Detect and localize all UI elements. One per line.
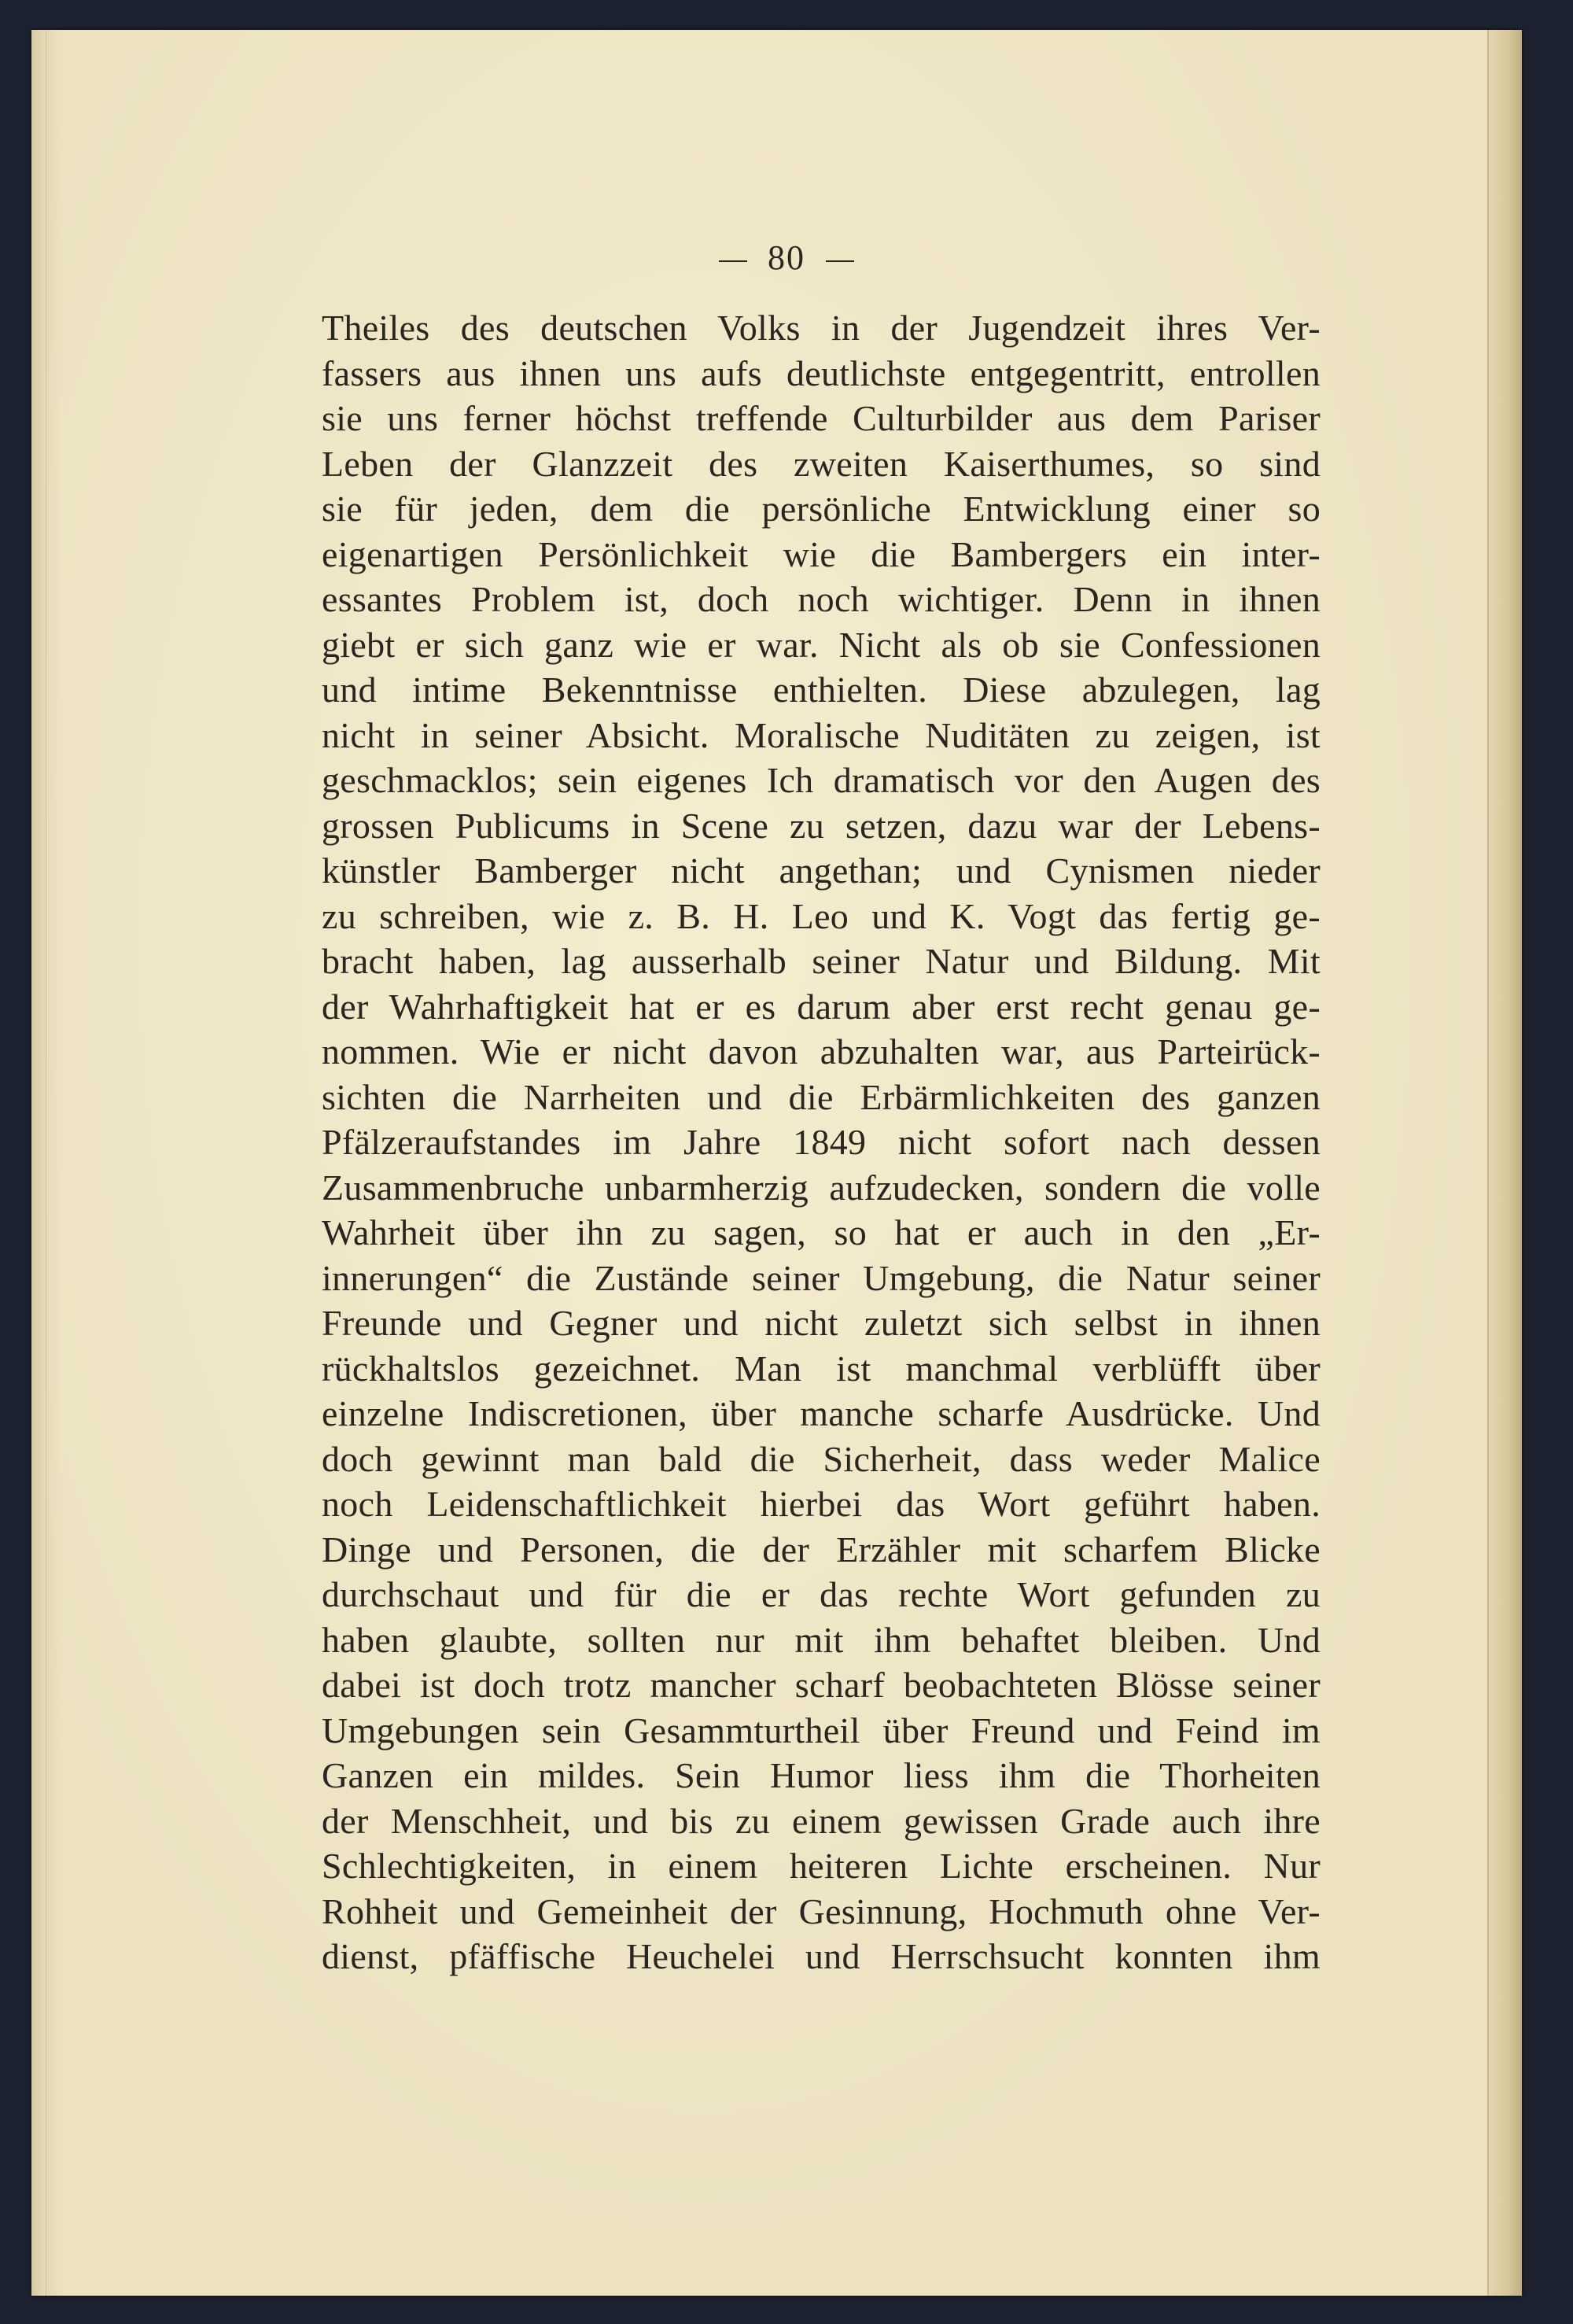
text-line: der Wahrhaftigkeit hat er es darum aber erst recht genau ge- [322,986,1321,1027]
page-binding-edge [31,30,46,2296]
page-number-header [0,238,1573,278]
text-line: dienst, pfäffische Heuchelei und Herrschsucht konnten ihm [322,1936,1321,1976]
text-line: Rohheit und Gemeinheit der Gesinnung, Hochmuth ohne Ver- [322,1891,1321,1931]
body-text [322,305,1321,1979]
text-line: haben glaubte, sollten nur mit ihm behaftet bleiben. Und [322,1619,1321,1660]
text-line: Umgebungen sein Gesammturtheil über Freund und Feind im [322,1710,1321,1750]
text-line: nommen. Wie er nicht davon abzuhalten war, aus Parteirück- [322,1031,1321,1072]
text-line: einzelne Indiscretionen, über manche scharfe Ausdrücke. Und [322,1393,1321,1433]
text-line: künstler Bamberger nicht angethan; und Cynismen nieder [322,850,1321,891]
text-line: Leben der Glanzzeit des zweiten Kaiserthumes, so sind [322,443,1321,484]
text-line: und intime Bekenntnisse enthielten. Diese abzulegen, lag [322,670,1321,710]
text-line: eigenartigen Persönlichkeit wie die Bambergers ein inter- [322,533,1321,574]
text-line: Zusammenbruche unbarmherzig aufzudecken, sondern die volle [322,1167,1321,1208]
text-line: essantes Problem ist, doch noch wichtiger. Denn in ihnen [322,579,1321,619]
text-line: dabei ist doch trotz mancher scharf beobachteten Blösse seiner [322,1665,1321,1705]
text-line: rückhaltslos gezeichnet. Man ist manchmal verblüfft über [322,1348,1321,1389]
text-line: Freunde und Gegner und nicht zuletzt sich selbst in ihnen [322,1303,1321,1343]
text-line: noch Leidenschaftlichkeit hierbei das Wort geführt haben. [322,1484,1321,1524]
text-line: innerungen“ die Zustände seiner Umgebung, die Natur seiner [322,1257,1321,1298]
text-line: giebt er sich ganz wie er war. Nicht als ob sie Confessionen [322,624,1321,665]
text-line: der Menschheit, und bis zu einem gewissen Grade auch ihre [322,1800,1321,1841]
page-number: 80 [768,238,805,277]
text-line: sie für jeden, dem die persönliche Entwicklung einer so [322,489,1321,529]
text-line: geschmacklos; sein eigenes Ich dramatisch vor den Augen des [322,760,1321,800]
text-line: Ganzen ein mildes. Sein Humor liess ihm die Thorheiten [322,1755,1321,1795]
text-line: bracht haben, lag ausserhalb seiner Natur und Bildung. Mit [322,941,1321,981]
text-line: Schlechtigkeiten, in einem heiteren Lichte erscheinen. Nur [322,1846,1321,1886]
text-line: nicht in seiner Absicht. Moralische Nuditäten zu zeigen, ist [322,714,1321,755]
text-line: durchschaut und für die er das rechte Wort gefunden zu [322,1574,1321,1614]
text-line: sichten die Narrheiten und die Erbärmlichkeiten des ganzen [322,1076,1321,1117]
text-line: zu schreiben, wie z. B. H. Leo und K. Vogt das fertig ge- [322,895,1321,936]
text-line: Dinge und Personen, die der Erzähler mit scharfem Blicke [322,1529,1321,1570]
text-line: Pfälzeraufstandes im Jahre 1849 nicht sofort nach dessen [322,1122,1321,1162]
right-dash [826,260,854,262]
text-line: grossen Publicums in Scene zu setzen, dazu war der Lebens- [322,805,1321,846]
text-line: Theiles des deutschen Volks in der Jugendzeit ihres Ver- [322,308,1321,348]
text-line: fassers aus ihnen uns aufs deutlichste entgegentritt, entrollen [322,352,1321,393]
text-line: sie uns ferner höchst treffende Culturbilder aus dem Pariser [322,398,1321,438]
text-line: doch gewinnt man bald die Sicherheit, dass weder Malice [322,1438,1321,1479]
page-fore-edge [1487,30,1522,2296]
text-line: Wahrheit über ihn zu sagen, so hat er auch in den „Er- [322,1212,1321,1252]
left-dash [719,260,747,262]
